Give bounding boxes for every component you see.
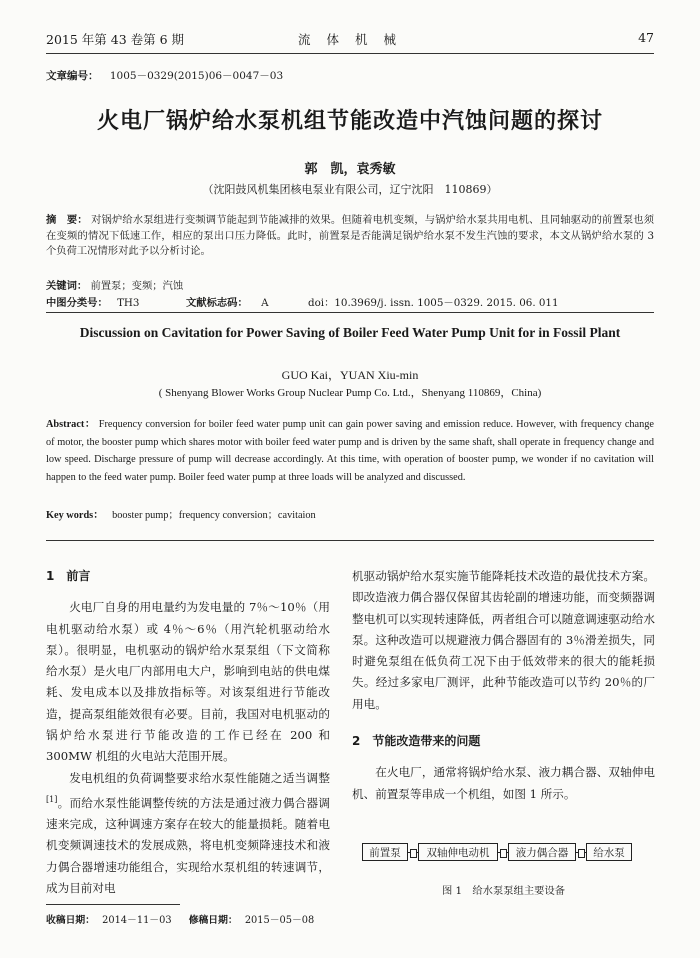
footer-rule xyxy=(46,904,180,905)
article-number-value: 1005－0329(2015)06－0047－03 xyxy=(109,70,284,82)
section-2-heading: 2 节能改造带来的问题 xyxy=(352,734,481,749)
abstract-english xyxy=(46,416,654,486)
header-rule xyxy=(46,53,654,54)
abstract-en-label: Abstract： xyxy=(46,419,96,430)
keywords-en-label: Key words： xyxy=(46,510,104,521)
document-code xyxy=(186,294,269,309)
authors-english: GUO Kai，YUAN Xiu-min xyxy=(281,368,419,382)
keywords-english xyxy=(46,506,316,521)
clc-value: TH3 xyxy=(117,297,140,309)
section-1-paragraph-2 xyxy=(46,768,330,900)
abstract-en-text: Frequency conversion for boiler feed water pump unit can gain power saving and emission reduce. However, with frequency change of motor, the booster pump which shares motor with boiler feed water pump and is driven by the same shaft, shall operate in frequency change and low speed. Discharge pressure of pump will decrease accordingly. At this time, with operation of booster pump, we wonder if no cavitation will happen to the feed water pump. Boiler feed water pump at three loads will be analyzed and discussed. xyxy=(46,419,654,483)
received-date: 2014－11－03 xyxy=(102,915,172,926)
box-dual-shaft-motor: 双轴伸电动机 xyxy=(418,843,498,861)
clc-code xyxy=(46,294,139,309)
keywords-chinese xyxy=(46,277,183,292)
left-column xyxy=(46,566,330,899)
coupling-3 xyxy=(576,852,586,853)
section-1-p2-b: 。而给水泵性能调整传统的方法是通过液力偶合器调速来完成，这种调速方案存在较大的能量损耗。随着电机变频调速技术的发展成熟，将电机变频降速技术和液力偶合器增速功能组合，实现给水泵机组的转速调节，成为目前对电 xyxy=(46,795,330,896)
authors-chinese: 郭 凯，袁秀敏 xyxy=(304,162,396,177)
meta-rule xyxy=(46,312,654,313)
box-hydraulic-coupling: 液力偶合器 xyxy=(508,843,576,861)
abstract-chinese xyxy=(46,213,654,260)
coupling-2 xyxy=(498,852,508,853)
box-booster-pump: 前置泵 xyxy=(362,843,408,861)
article-number xyxy=(46,68,283,83)
abstract-rule xyxy=(46,540,654,541)
figure-1-caption: 图 1 给水泵泵组主要设备 xyxy=(441,885,566,897)
abstract-cn-label: 摘 要： xyxy=(46,214,88,226)
affiliation-english: ( Shenyang Blower Works Group Nuclear Pump Co. Ltd.，Shenyang 110869，China) xyxy=(158,387,542,399)
keywords-cn-text: 前置泵；变频；汽蚀 xyxy=(90,280,184,292)
section-1-p2-a: 发电机组的负荷调整要求给水泵性能随之适当调整 xyxy=(69,770,330,785)
doi: doi：10.3969/j. issn. 1005－0329. 2015. 06. 011 xyxy=(308,297,559,309)
article-number-label: 文章编号： xyxy=(46,70,99,82)
clc-label: 中图分类号： xyxy=(46,297,108,309)
title-english: Discussion on Cavitation for Power Saving of Boiler Feed Water Pump Unit for in Fossil Plant xyxy=(79,325,621,340)
revised-label: 修稿日期： xyxy=(188,915,238,926)
abstract-cn-text: 对锅炉给水泵组进行变频调节能起到节能减排的效果。但随着电机变频，与锅炉给水泵共用电机、且同轴驱动的前置泵也须在变频的情况下低速工作，相应的泵出口压力降低。此时，前置泵是否能满足锅炉给水泵不发生汽蚀的要求，本文从锅炉给水泵的 3 个负荷工况情形对此予以分析讨论。 xyxy=(46,214,655,258)
received-label: 收稿日期： xyxy=(46,915,95,926)
keywords-cn-label: 关键词： xyxy=(46,280,88,292)
journal-name: 流 体 机 械 xyxy=(298,32,402,47)
revised-date: 2015－05－08 xyxy=(244,915,315,926)
coupling-1 xyxy=(408,852,418,853)
page-number: 47 xyxy=(638,30,654,45)
box-feed-water-pump: 给水泵 xyxy=(586,843,632,861)
figure-1-diagram xyxy=(362,843,632,863)
title-chinese: 火电厂锅炉给水泵机组节能改造中汽蚀问题的探讨 xyxy=(96,109,603,134)
section-1-paragraph-2-cont: 机驱动锅炉给水泵实施节能降耗技术改造的最优技术方案。即改造液力偶合器仅保留其齿轮副的增速功能，而变频器调整电机可以实现转速降低，两者组合可以随意调速驱动给水泵。这种改造可以规避液力偶合器固有的 3％滑差损失，同时避免泵组在低负荷工况下由于低效带来的很大的能耗损失。经过多家电厂测评，此种节能改造可以节约 20％的厂用电。 xyxy=(352,569,655,711)
section-1-heading: 1 前言 xyxy=(46,569,91,583)
citation-ref: [1] xyxy=(46,794,58,804)
running-header xyxy=(46,30,654,48)
footer-dates xyxy=(46,912,314,926)
affiliation-chinese: （沈阳鼓风机集团核电泵业有限公司，辽宁沈阳 110869） xyxy=(202,183,498,196)
keywords-en-text: booster pump；frequency conversion；cavitaion xyxy=(112,510,316,521)
section-2-paragraph-1: 在火电厂，通常将锅炉给水泵、液力耦合器、双轴伸电机、前置泵等串成一个机组，如图 1 所示。 xyxy=(352,765,655,801)
section-1-paragraph-1: 火电厂自身的用电量约为发电量的 7％～10％（用电机驱动给水泵）或 4％～6％（用汽轮机驱动给水泵）。很明显，电机驱动的锅炉给水泵泵组（下文简称给水泵）是火电厂内部用电大户，影响到电站的供电煤耗、发电成本以及排放指标等。对该泵组进行节能改造，提高泵组能效很有必要。目前，我国对电机驱动的锅炉给水泵进行节能改造的工作已经在 200 和 300MW 机组的火电站大范围开展。 xyxy=(46,600,330,764)
right-column xyxy=(352,566,655,805)
issue-info: 2015 年第 43 卷第 6 期 xyxy=(46,32,185,47)
doc-code-value: A xyxy=(261,297,269,309)
doc-code-label: 文献标志码： xyxy=(186,297,248,309)
